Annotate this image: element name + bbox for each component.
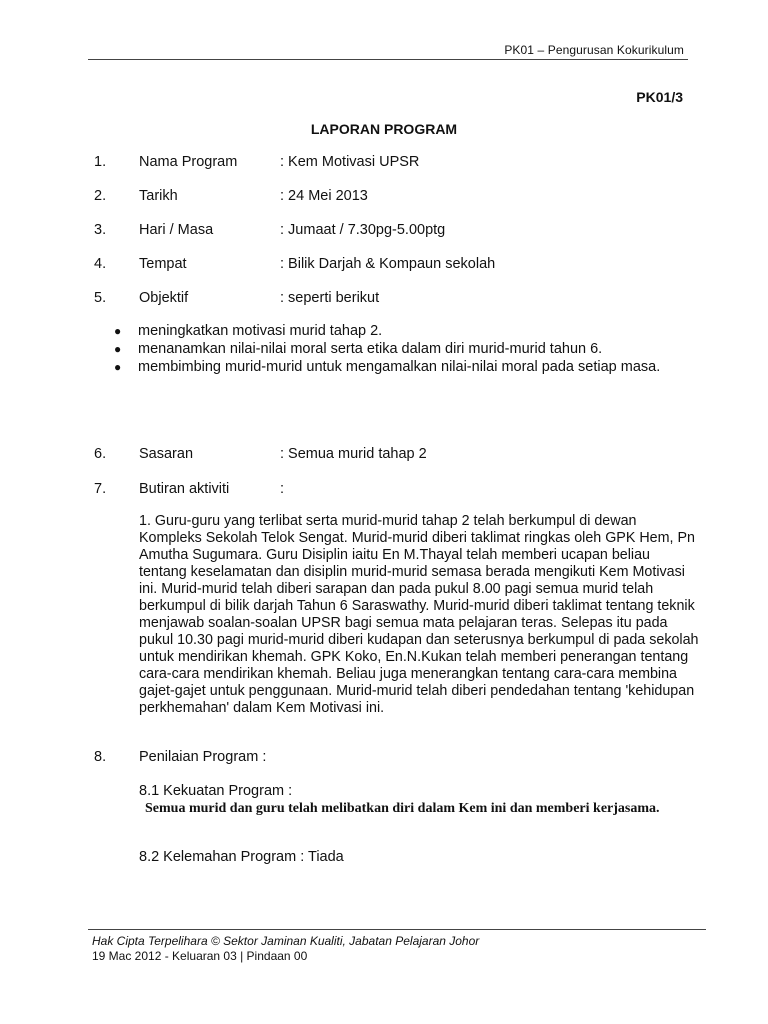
field-label: Sasaran — [139, 446, 194, 462]
objectives-list — [114, 322, 686, 376]
kelemahan-label: 8.2 Kelemahan Program : Tiada — [139, 849, 344, 865]
field-value: : Semua murid tahap 2 — [280, 446, 427, 462]
footer-divider — [88, 929, 706, 930]
field-label: Objektif — [139, 290, 189, 306]
footer-issue: 19 Mac 2012 - Keluaran 03 | Pindaan 00 — [92, 949, 308, 963]
field-number: 5. — [94, 290, 107, 306]
field-value: : Kem Motivasi UPSR — [280, 154, 420, 170]
objective-text: menanamkan nilai-nilai moral serta etika dalam diri murid-murid tahun 6. — [138, 341, 603, 357]
list-item — [114, 358, 686, 376]
field-label: Butiran aktiviti — [139, 481, 230, 497]
objective-text: meningkatkan motivasi murid tahap 2. — [138, 323, 383, 339]
field-value: : 24 Mei 2013 — [280, 188, 368, 204]
field-number: 2. — [94, 188, 107, 204]
field-label: Nama Program — [139, 154, 238, 170]
field-label: Tarikh — [139, 188, 178, 204]
objective-text: membimbing murid-murid untuk mengamalkan nilai-nilai moral pada setiap masa. — [138, 359, 661, 375]
list-item — [114, 322, 686, 340]
bullet-icon: ● — [114, 342, 122, 356]
field-number: 3. — [94, 222, 107, 238]
bullet-icon: ● — [114, 324, 122, 338]
list-item — [114, 340, 686, 358]
activity-description: 1. Guru-guru yang terlibat serta murid-murid tahap 2 telah berkumpul di dewan Kompleks Sekolah Telok Sengat. Murid-murid diberi taklimat ringkas oleh GPK Hem, Pn Amutha Sugumara. Guru Disiplin iaitu En M.Thayal telah memberi ucapan beliau tentang keselamatan dan disiplin murid-murid semasa berada mengikuti Kem Motivasi ini. Murid-murid telah diberi sarapan dan pada pukul 8.00 pagi semua murid telah berkumpul di bilik darjah Tahun 6 Saraswathy. Murid-murid diberi taklimat tentang teknik menjawab soalan-soalan UPSR bagi semua mata pelajaran teras. Selepas itu pada pukul 10.30 pagi murid-murid diberi kudapan dan seterusnya berkumpul di pada sekolah untuk mendirikan khemah. GPK Koko, En.N.Kukan telah memberi penerangan tentang cara-cara mendirikan khemah. Beliau juga menerangkan tentang cara-cara membina gajet-gajet untuk penggunaan. Murid-murid telah diberi pendedahan tentang 'kehidupan perkhemahan' dalam Kem Motivasi ini. — [139, 513, 699, 716]
field-number: 7. — [94, 481, 107, 497]
field-label: Penilaian Program : — [139, 749, 267, 765]
field-label: Hari / Masa — [139, 222, 214, 238]
footer-copyright: Hak Cipta Terpelihara © Sektor Jaminan Kualiti, Jabatan Pelajaran Johor — [92, 934, 480, 948]
field-value: : — [280, 481, 285, 497]
form-code: PK01/3 — [636, 89, 683, 105]
field-value: : Jumaat / 7.30pg-5.00ptg — [280, 222, 446, 238]
page-title: LAPORAN PROGRAM — [310, 121, 458, 137]
header-divider — [88, 59, 688, 60]
field-number: 1. — [94, 154, 107, 170]
field-label: Tempat — [139, 256, 187, 272]
field-value: : Bilik Darjah & Kompaun sekolah — [280, 256, 496, 272]
header-doc-ref: PK01 – Pengurusan Kokurikulum — [504, 43, 684, 57]
field-number: 8. — [94, 749, 107, 765]
field-number: 6. — [94, 446, 107, 462]
field-value: : seperti berikut — [280, 290, 380, 306]
kekuatan-label: 8.1 Kekuatan Program : — [139, 783, 293, 799]
field-number: 4. — [94, 256, 107, 272]
bullet-icon: ● — [114, 360, 122, 374]
kekuatan-text: Semua murid dan guru telah melibatkan diri dalam Kem ini dan memberi kerjasama. — [145, 801, 660, 816]
